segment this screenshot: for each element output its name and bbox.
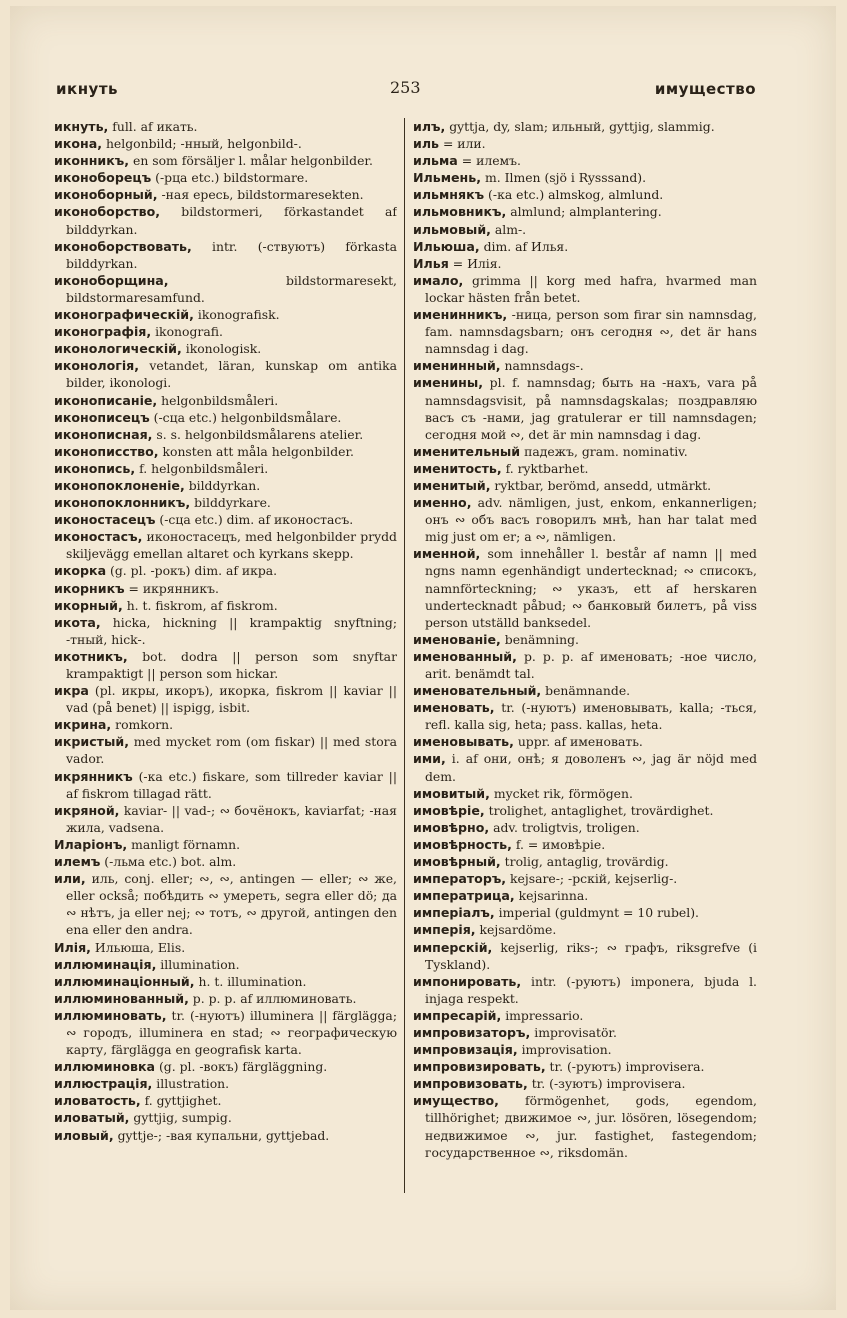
- definition: (-ка etc.) almskog, almlund.: [484, 187, 664, 203]
- headword: икона,: [54, 136, 103, 152]
- definition: -ница, person som firar sin namnsdag, fam. namnsdagsbarn; онъ сегодня ∾, det är hans namnsdag i dag.: [425, 307, 757, 357]
- dictionary-entry: [54, 614, 397, 648]
- headword: имперскій,: [413, 939, 493, 955]
- headword: илемъ: [54, 854, 101, 870]
- definition: intr. (-руютъ) imponera, bjuda l. injaga respekt.: [425, 973, 757, 1006]
- headword: Ильюша,: [413, 238, 480, 254]
- definition: bildstormeri, förkastandet af bilddyrkan.: [66, 204, 397, 237]
- definition: m. Ilmen (sjö i Rysssand).: [481, 170, 647, 186]
- dictionary-entry: [54, 1127, 397, 1144]
- headword: Илія,: [54, 939, 91, 955]
- definition: tr. (-нуютъ) именовывать, kalla; -ться, refl. kalla sig, heta; pass. kallas, heta.: [425, 700, 757, 733]
- dictionary-entry: [54, 152, 397, 169]
- dictionary-entry: [54, 580, 397, 597]
- dictionary-entry: [54, 494, 397, 511]
- headword: императрица,: [413, 888, 515, 904]
- headword: импонировать,: [413, 973, 522, 989]
- dictionary-entry: [54, 443, 397, 460]
- dictionary-entry: [54, 716, 397, 733]
- definition: i. af они, онѣ; я доволенъ ∾, jag är nöjd med dem.: [425, 751, 757, 784]
- headword: импровизація,: [413, 1042, 518, 1058]
- headword: имовѣрный,: [413, 854, 501, 870]
- headword: иконографическій,: [54, 307, 194, 323]
- definition: f. ryktbarhet.: [501, 460, 589, 476]
- definition: almlund; almplantering.: [506, 204, 662, 220]
- dictionary-entry: [413, 221, 757, 238]
- definition: gyttje-; -вая купальни, gyttjebad.: [113, 1127, 330, 1143]
- headword: иловатость,: [54, 1093, 141, 1109]
- headword: именованіе,: [413, 631, 501, 647]
- definition: = икрянникъ.: [124, 580, 219, 596]
- dictionary-entry: [413, 118, 757, 135]
- headword: императоръ,: [413, 871, 507, 887]
- dictionary-entry: [413, 169, 757, 186]
- definition: (g. pl. -вокъ) färgläggning.: [155, 1059, 328, 1075]
- headword: илъ,: [413, 119, 446, 134]
- page-number: 253: [390, 78, 421, 97]
- dictionary-entry: [54, 203, 397, 237]
- definition: (pl. икры, икоръ), икорка, fiskrom || kaviar || vad (på benet) || ispigg, isbit.: [66, 683, 397, 716]
- headword: импровизировать,: [413, 1059, 546, 1075]
- definition: иконостасецъ, med helgonbilder prydd skiljevägg emellan altaret och kyrkans skepp.: [66, 529, 397, 562]
- headword: имовѣрно,: [413, 819, 490, 835]
- headword: иль: [413, 136, 440, 152]
- definition: (g. pl. -рокъ) dim. af икра.: [106, 563, 278, 579]
- definition: = или.: [439, 136, 486, 152]
- dictionary-entry: [54, 1007, 397, 1058]
- dictionary-entry: [54, 169, 397, 186]
- headword: иконописство,: [54, 443, 159, 459]
- definition: som innehåller l. består af namn || med ngns namn egenhändigt undertecknad; ∾ списокъ, namnförteckning; ∾ указъ, ett af herskaren undertecknadt påbud; ∾ банковый билетъ, på viss person utställd banksedel.: [425, 546, 757, 630]
- definition: illumination.: [156, 956, 240, 972]
- definition: impressario.: [501, 1007, 584, 1023]
- headword: имущество,: [413, 1093, 499, 1109]
- dictionary-entry: [54, 340, 397, 357]
- left-column: [54, 118, 397, 1208]
- definition: vetandet, läran, kunskap om antika bilder, ikonologi.: [66, 358, 397, 391]
- dictionary-entry: [413, 443, 757, 460]
- dictionary-entry: [54, 836, 397, 853]
- headword: иконологическій,: [54, 341, 182, 357]
- dictionary-entry: [413, 460, 757, 477]
- definition: = илемъ.: [457, 153, 521, 169]
- headword: икряной,: [54, 802, 120, 818]
- headword: импресарій,: [413, 1007, 502, 1023]
- headword: икорникъ: [54, 580, 125, 596]
- headword: ильмнякъ: [413, 187, 485, 203]
- headword: иконоборщина,: [54, 272, 169, 288]
- dictionary-entry: [54, 135, 397, 152]
- definition: uppr. af именовать.: [513, 734, 643, 750]
- dictionary-entry: [413, 836, 757, 853]
- definition: imperial (guldmynt = 10 rubel).: [494, 905, 699, 921]
- dictionary-entry: [54, 426, 397, 443]
- dictionary-entry: [54, 990, 397, 1007]
- definition: (-сца etc.) dim. af иконостасъ.: [155, 512, 354, 528]
- dictionary-entry: [54, 1109, 397, 1126]
- headword: икра: [54, 683, 89, 699]
- headword: именительный: [413, 443, 521, 459]
- headword: именитый,: [413, 477, 491, 493]
- dictionary-entry: [413, 802, 757, 819]
- definition: p. p. p. af именовать; -ное число, arit. benämdt tal.: [425, 648, 757, 681]
- headword: имало,: [413, 272, 464, 288]
- dictionary-entry: [413, 477, 757, 494]
- headword: иконопоклоненіе,: [54, 477, 185, 493]
- dictionary-entry: [413, 819, 757, 836]
- definition: bilddyrkare.: [190, 495, 271, 511]
- dictionary-entry: [413, 1007, 757, 1024]
- headword: имперіалъ,: [413, 905, 495, 921]
- dictionary-entry: [413, 203, 757, 220]
- headword: иконологія,: [54, 358, 140, 374]
- dictionary-entry: [54, 238, 397, 272]
- definition: alm-.: [490, 221, 527, 237]
- definition: mycket rik, förmögen.: [489, 785, 633, 801]
- headword: иллюстрація,: [54, 1076, 153, 1092]
- headword: именовать,: [413, 700, 495, 716]
- dictionary-entry: [413, 255, 757, 272]
- headword: иллюминовать,: [54, 1007, 167, 1023]
- headword: ильмовый,: [413, 221, 491, 237]
- dictionary-entry: [413, 1024, 757, 1041]
- dictionary-entry: [413, 306, 757, 357]
- dictionary-entry: [54, 511, 397, 528]
- headword: именинникъ,: [413, 307, 508, 323]
- dictionary-entry: [413, 1075, 757, 1092]
- dictionary-entry: [413, 939, 757, 973]
- definition: adv. nämligen, just, enkom, enkannerligen; онъ ∾ объ васъ говорилъ мнѣ, han har talat med mig just om er; а ∾, nämligen.: [425, 495, 757, 545]
- dictionary-entry: [54, 528, 397, 562]
- dictionary-entry: [413, 186, 757, 203]
- dictionary-entry: [54, 562, 397, 579]
- dictionary-entry: [413, 1092, 757, 1160]
- dictionary-entry: [54, 973, 397, 990]
- dictionary-entry: [413, 853, 757, 870]
- headword: ильмовникъ,: [413, 204, 507, 220]
- definition: tr. (-зуютъ) improvisera.: [527, 1076, 686, 1092]
- dictionary-entry: [54, 956, 397, 973]
- headword: или,: [54, 871, 86, 887]
- definition: (-ка etc.) fiskare, som tillreder kaviar || af fiskrom tillagad rätt.: [66, 768, 397, 801]
- definition: trolig, antaglig, trovärdig.: [500, 854, 669, 870]
- definition: kejsare-; -рскій, kejserlig-.: [506, 871, 678, 887]
- headword: иллюминаціонный,: [54, 973, 195, 989]
- definition: helgonbild; -нный, helgonbild-.: [102, 136, 302, 152]
- headword: Илья: [413, 255, 449, 271]
- header-first-word: икнуть: [56, 80, 119, 98]
- definition: benämning.: [500, 631, 579, 647]
- dictionary-entry: [54, 409, 397, 426]
- definition: Ильюша, Elis.: [90, 939, 186, 955]
- definition: = Илія.: [448, 255, 502, 271]
- dictionary-entry: [413, 733, 757, 750]
- definition: improvisatör.: [530, 1024, 617, 1040]
- dictionary-entry: [54, 186, 397, 203]
- definition: ikonografi.: [151, 324, 223, 340]
- dictionary-entry: [413, 494, 757, 545]
- dictionary-entry: [413, 357, 757, 374]
- headword: иконникъ,: [54, 153, 130, 169]
- headword: иконописецъ: [54, 409, 150, 425]
- headword: именной,: [413, 546, 481, 562]
- definition: h. t. fiskrom, af fiskrom.: [122, 597, 278, 613]
- headword: иконоборствовать,: [54, 238, 192, 254]
- definition: intr. (-ствуютъ) förkasta bilddyrkan.: [66, 238, 397, 271]
- dictionary-entry: [413, 545, 757, 630]
- headword: ильма: [413, 153, 458, 169]
- definition: ikonografisk.: [193, 307, 280, 323]
- definition: en som försäljer l. målar helgonbilder.: [129, 153, 373, 169]
- definition: иль, conj. eller; ∾, ∾, antingen — eller; ∾ же, eller också; побѣдить ∾ умереть, segra eller dö; да ∾ нѣтъ, ja eller nej; ∾ тотъ, ∾ другой, antingen den ena eller den andra.: [66, 871, 397, 938]
- dictionary-entry: [54, 733, 397, 767]
- headword: икристый,: [54, 734, 129, 750]
- dictionary-entry: [413, 152, 757, 169]
- dictionary-entry: [54, 597, 397, 614]
- headword: икрина,: [54, 717, 112, 733]
- definition: (-льма etc.) bot. alm.: [100, 854, 237, 870]
- dictionary-entry: [413, 750, 757, 784]
- definition: med mycket rom (om fiskar) || med stora vador.: [66, 734, 397, 767]
- headword: имовѣріе,: [413, 802, 485, 818]
- headword: иллюминованный,: [54, 990, 189, 1006]
- definition: f. = имовѣріе.: [511, 836, 606, 852]
- dictionary-entry: [413, 648, 757, 682]
- headword: именованный,: [413, 648, 517, 664]
- dictionary-entry: [413, 1058, 757, 1075]
- definition: tr. (-нуютъ) illuminera || färglägga; ∾ городъ, illuminera en stad; ∾ географическую карту, färglägga en geografisk karta.: [66, 1007, 397, 1058]
- dictionary-entry: [413, 785, 757, 802]
- dictionary-entry: [54, 682, 397, 716]
- headword: имовитый,: [413, 785, 490, 801]
- definition: konsten att måla helgonbilder.: [158, 443, 355, 459]
- definition: f. gyttjighet.: [140, 1093, 222, 1109]
- headword: именно,: [413, 495, 472, 511]
- headword: именовывать,: [413, 734, 514, 750]
- dictionary-entry: [54, 768, 397, 802]
- headword: икорный,: [54, 597, 123, 613]
- dictionary-entry: [413, 272, 757, 306]
- definition: pl. f. namnsdag; быть на -нахъ, vara på namnsdagsvisit, på namnsdagskalas; поздравляю васъ съ -нами, jag gratulerar er till namnsdagen; сегодня мой ∾, det är min namnsdag i dag.: [425, 375, 757, 442]
- definition: trolighet, antaglighet, trovärdighet.: [484, 802, 714, 818]
- dictionary-entry: [413, 135, 757, 152]
- headword: именитость,: [413, 460, 502, 476]
- headword: иконописаніе,: [54, 392, 158, 408]
- definition: s. s. helgonbildsmålarens atelier.: [152, 426, 364, 442]
- headword: икота,: [54, 614, 101, 630]
- definition: bot. dodra || person som snyftar krampaktigt || person som hickar.: [66, 648, 397, 681]
- page-header: [56, 76, 756, 106]
- dictionary-entry: [413, 870, 757, 887]
- headword: иконографія,: [54, 324, 152, 340]
- dictionary-entry: [413, 682, 757, 699]
- definition: full. af икать.: [108, 119, 198, 134]
- dictionary-entry: [54, 272, 397, 306]
- headword: иконоборецъ: [54, 170, 152, 186]
- definition: adv. troligtvis, troligen.: [489, 819, 640, 835]
- headword: иллюминовка: [54, 1059, 156, 1075]
- definition: падежъ, gram. nominativ.: [520, 443, 688, 459]
- dictionary-entry: [54, 392, 397, 409]
- dictionary-entry: [413, 1041, 757, 1058]
- headword: иконопись,: [54, 460, 136, 476]
- dictionary-entry: [413, 699, 757, 733]
- definition: (-сца etc.) helgonbildsmålare.: [149, 409, 342, 425]
- definition: bildstormaresekt, bildstormaresamfund.: [66, 272, 397, 305]
- definition: hicka, hickning || krampaktig snyftning; -тный, hick-.: [66, 614, 397, 647]
- definition: manligt förnamn.: [127, 836, 241, 852]
- definition: kejsardöme.: [475, 922, 557, 938]
- dictionary-entry: [413, 921, 757, 938]
- headword: иконоборный,: [54, 187, 158, 203]
- headword: имовѣрность,: [413, 836, 512, 852]
- dictionary-entry: [54, 118, 397, 135]
- headword: ими,: [413, 751, 446, 767]
- definition: förmögenhet, gods, egendom, tillhörighet; движимое ∾, jur. lösören, lösegendom; недвижимое ∾, jur. fastighet, fastegendom; государственное ∾, riksdomän.: [425, 1093, 757, 1160]
- definition: -ная ересь, bildstormaresekten.: [157, 187, 364, 203]
- headword: имперія,: [413, 922, 476, 938]
- dictionary-entry: [54, 802, 397, 836]
- headword: иловатый,: [54, 1110, 130, 1126]
- definition: namnsdags-.: [500, 358, 584, 374]
- header-last-word: имущество: [654, 80, 756, 98]
- headword: Иларіонъ,: [54, 836, 128, 852]
- definition: f. helgonbildsmåleri.: [135, 460, 269, 476]
- headword: иконостасецъ: [54, 512, 156, 528]
- headword: именины,: [413, 375, 484, 391]
- headword: икнуть,: [54, 119, 109, 134]
- dictionary-entry: [54, 357, 397, 391]
- dictionary-entry: [54, 477, 397, 494]
- definition: h. t. illumination.: [194, 973, 307, 989]
- dictionary-entry: [413, 887, 757, 904]
- headword: икотникъ,: [54, 648, 128, 664]
- definition: (-рца etc.) bildstormare.: [151, 170, 309, 186]
- dictionary-entry: [54, 939, 397, 956]
- dictionary-entry: [54, 306, 397, 323]
- headword: импровизовать,: [413, 1076, 528, 1092]
- dictionary-entry: [413, 904, 757, 921]
- dictionary-entry: [54, 648, 397, 682]
- headword: икрянникъ: [54, 768, 133, 784]
- headword: иконописная,: [54, 426, 153, 442]
- definition: ryktbar, berömd, ansedd, utmärkt.: [490, 477, 712, 493]
- dictionary-entry: [54, 460, 397, 477]
- definition: p. p. p. af иллюминовать.: [188, 990, 357, 1006]
- right-column: [413, 118, 757, 1208]
- definition: kejsarinna.: [514, 888, 589, 904]
- headword: именовательный,: [413, 683, 542, 699]
- dictionary-entry: [54, 870, 397, 938]
- headword: импровизаторъ,: [413, 1024, 531, 1040]
- definition: grimma || korg med hafra, hvarmed man lockar hästen från betet.: [425, 272, 757, 305]
- dictionary-entry: [54, 1092, 397, 1109]
- dictionary-entry: [413, 238, 757, 255]
- definition: illustration.: [152, 1076, 230, 1092]
- definition: romkorn.: [111, 717, 174, 733]
- definition: kaviar- || vad-; ∾ бочёнокъ, kaviarfat; -ная жила, vadsena.: [66, 802, 397, 835]
- dictionary-entry: [413, 374, 757, 442]
- headword: Ильмень,: [413, 170, 482, 186]
- definition: tr. (-руютъ) improvisera.: [545, 1059, 705, 1075]
- dictionary-entry: [413, 973, 757, 1007]
- column-divider: [404, 118, 405, 1193]
- definition: improvisation.: [517, 1042, 612, 1058]
- definition: gyttjig, sumpig.: [129, 1110, 232, 1126]
- dictionary-entry: [54, 1058, 397, 1075]
- definition: benämnande.: [541, 683, 631, 699]
- definition: kejserlig, riks-; ∾ графъ, riksgrefve (i Tyskland).: [425, 939, 757, 972]
- dictionary-entry: [54, 1075, 397, 1092]
- dictionary-entry: [54, 853, 397, 870]
- headword: именинный,: [413, 358, 501, 374]
- definition: bilddyrkan.: [184, 477, 261, 493]
- definition: dim. af Илья.: [479, 238, 569, 254]
- definition: ikonologisk.: [181, 341, 262, 357]
- dictionary-entry: [54, 323, 397, 340]
- definition: helgonbildsmåleri.: [157, 392, 279, 408]
- headword: иконоборство,: [54, 204, 161, 220]
- headword: иконостасъ,: [54, 529, 143, 545]
- headword: иловый,: [54, 1127, 114, 1143]
- headword: иллюминація,: [54, 956, 157, 972]
- headword: иконопоклонникъ,: [54, 495, 191, 511]
- headword: икорка: [54, 563, 107, 579]
- definition: gyttja, dy, slam; ильный, gyttjig, slammig.: [445, 119, 715, 134]
- dictionary-entry: [413, 631, 757, 648]
